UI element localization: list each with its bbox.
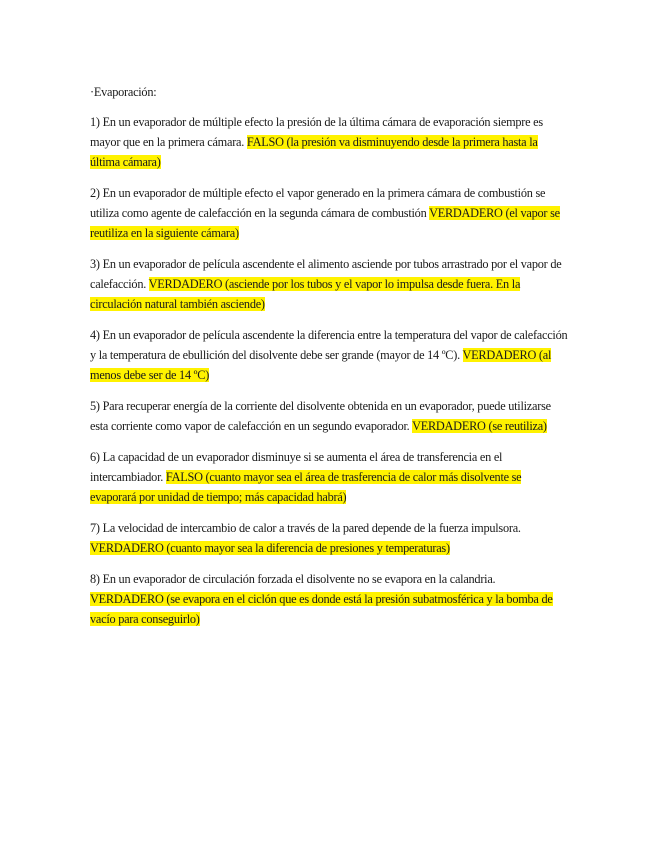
answer-highlight: VERDADERO (el vapor se reutiliza en la siguiente cámara) xyxy=(90,206,560,240)
answer-highlight: FALSO (la presión va disminuyendo desde la primera hasta la última cámara) xyxy=(90,135,538,169)
question-text: 3) En un evaporador de película ascendente el alimento asciende por tubos arrastrado por el vapor de calefacción. xyxy=(90,257,562,291)
question-item-1 xyxy=(90,112,568,172)
answer-highlight: VERDADERO (cuanto mayor sea la diferencia de presiones y temperaturas) xyxy=(90,541,450,555)
answer-highlight: VERDADERO (al menos debe ser de 14 ºC) xyxy=(90,348,552,382)
question-item-8 xyxy=(90,569,568,629)
question-item-3 xyxy=(90,254,568,314)
question-text: 6) La capacidad de un evaporador disminuye si se aumenta el área de transferencia en el intercambiador. xyxy=(90,450,503,484)
question-text: 4) En un evaporador de película ascendente la diferencia entre la temperatura del vapor de calefacción y la temperatura de ebullición del disolvente debe ser grande (mayor de 14 ºC). xyxy=(90,328,568,362)
answer-highlight: FALSO (cuanto mayor sea el área de trasferencia de calor más disolvente se evaporará por unidad de tiempo; más capacidad habrá) xyxy=(90,470,522,504)
question-item-2 xyxy=(90,183,568,243)
question-text: 5) Para recuperar energía de la corriente del disolvente obtenida en un evaporador, puede utilizarse esta corriente como vapor de calefacción en un segundo evaporador. xyxy=(90,399,551,433)
question-text: 2) En un evaporador de múltiple efecto el vapor generado en la primera cámara de combustión se utiliza como agente de calefacción en la segunda cámara de combustión xyxy=(90,186,546,220)
question-item-5 xyxy=(90,396,568,436)
answer-highlight: VERDADERO (se reutiliza) xyxy=(412,419,547,433)
document-body xyxy=(90,82,568,640)
question-text: 1) En un evaporador de múltiple efecto la presión de la última cámara de evaporación siempre es mayor que en la primera cámara. xyxy=(90,115,543,149)
answer-highlight: VERDADERO (se evapora en el ciclón que es donde está la presión subatmosférica y la bomba de vacío para conseguirlo) xyxy=(90,592,553,626)
answer-highlight: VERDADERO (asciende por los tubos y el vapor lo impulsa desde fuera. En la circulación natural también asciende) xyxy=(90,277,521,311)
question-text: 7) La velocidad de intercambio de calor a través de la pared depende de la fuerza impulsora. xyxy=(90,521,521,535)
section-heading: ·Evaporación: xyxy=(90,85,157,99)
question-item-4 xyxy=(90,325,568,385)
question-text: 8) En un evaporador de circulación forzada el disolvente no se evapora en la calandria. xyxy=(90,572,496,586)
question-item-6 xyxy=(90,447,568,507)
question-item-7 xyxy=(90,518,568,558)
